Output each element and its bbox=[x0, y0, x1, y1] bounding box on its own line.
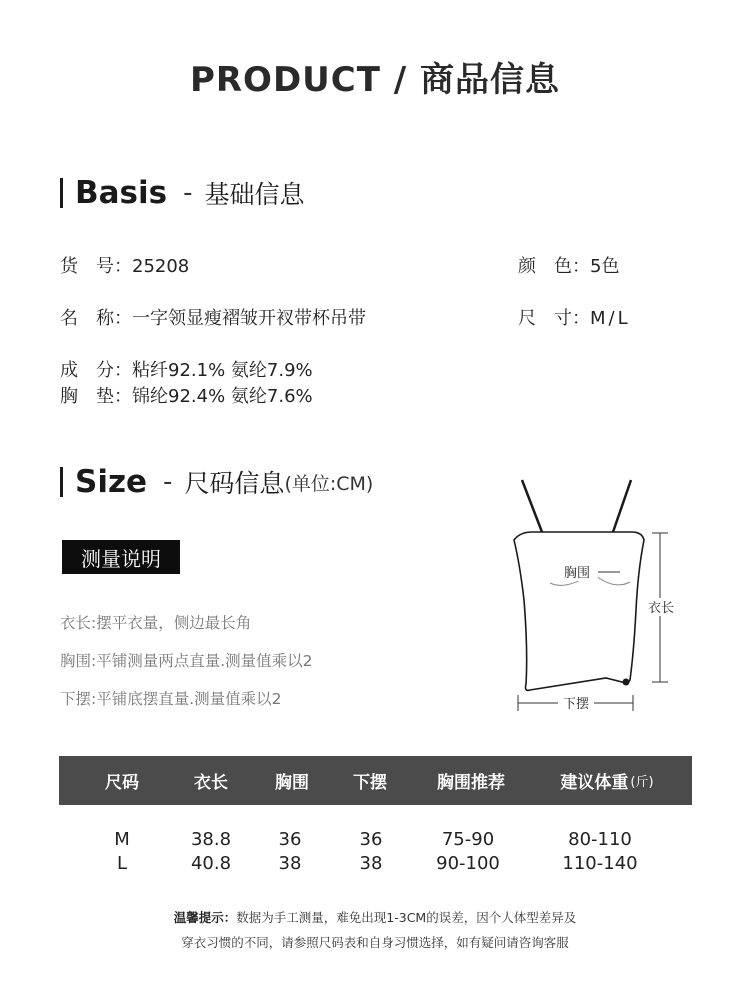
tip-line-1 bbox=[0, 908, 750, 926]
length-label: 衣长 bbox=[647, 601, 675, 616]
header-length: 衣长 bbox=[194, 773, 228, 793]
cell-length: 38.8 bbox=[190, 829, 232, 850]
pad-label: 胸 垫： bbox=[60, 386, 132, 407]
cell-weight: 80-110 bbox=[568, 829, 632, 850]
header-weight bbox=[560, 756, 653, 805]
note-length: 衣长:摆平衣量，侧边最长角 bbox=[60, 614, 252, 632]
size-table-header bbox=[59, 756, 692, 805]
camisole-outline-icon bbox=[514, 480, 644, 690]
color-label: 颜 色： bbox=[518, 256, 590, 277]
tip-line-2: 穿衣习惯的不同，请参照尺码表和自身习惯选择，如有疑问请咨询客服 bbox=[181, 935, 569, 950]
header-size: 尺码 bbox=[105, 773, 139, 793]
heading-bar bbox=[60, 467, 63, 497]
item-number-label: 货 号： bbox=[60, 256, 132, 277]
color-value: 5色 bbox=[590, 256, 620, 277]
hem-label: 下摆 bbox=[562, 697, 590, 712]
cell-weight: 110-140 bbox=[562, 853, 638, 874]
product-name bbox=[60, 304, 366, 330]
header-chest: 胸围 bbox=[275, 773, 309, 793]
item-number bbox=[60, 252, 189, 278]
size-options bbox=[518, 304, 631, 330]
heading-bar bbox=[60, 178, 63, 208]
size-value: M/L bbox=[590, 308, 631, 329]
basis-heading-en: Basis bbox=[75, 175, 168, 211]
garment-diagram bbox=[500, 470, 690, 720]
cell-chest-recommend: 90-100 bbox=[436, 853, 500, 874]
name-value: 一字领显瘦褶皱开衩带杯吊带 bbox=[132, 308, 366, 329]
chest-label: 胸围 bbox=[563, 566, 591, 581]
color-count bbox=[518, 252, 619, 278]
header-hem: 下摆 bbox=[353, 773, 387, 793]
basis-heading-dash: - bbox=[183, 178, 193, 208]
cell-hem: 36 bbox=[359, 829, 383, 850]
header-chest-recommend: 胸围推荐 bbox=[437, 773, 505, 793]
cell-chest: 38 bbox=[278, 853, 302, 874]
cell-hem: 38 bbox=[359, 853, 383, 874]
composition bbox=[60, 356, 313, 382]
size-heading-unit: (单位:CM) bbox=[284, 472, 374, 495]
size-heading bbox=[60, 464, 373, 500]
composition-label: 成 分： bbox=[60, 360, 132, 381]
tip-label: 温馨提示： bbox=[173, 910, 237, 925]
cell-chest-recommend: 75-90 bbox=[441, 829, 495, 850]
size-heading-en: Size bbox=[75, 464, 148, 500]
measurement-tag: 测量说明 bbox=[62, 540, 180, 574]
tip-text-1: 数据为手工测量，难免出现1-3CM的误差，因个人体型差异及 bbox=[236, 910, 577, 925]
item-number-value: 25208 bbox=[132, 256, 190, 277]
cell-size: M bbox=[114, 829, 130, 850]
size-heading-zh: 尺码信息 bbox=[184, 469, 285, 498]
size-label: 尺 寸： bbox=[518, 308, 590, 329]
header-weight-label: 建议体重 bbox=[560, 773, 629, 793]
size-heading-dash: - bbox=[163, 467, 173, 497]
page-title: PRODUCT / 商品信息 bbox=[189, 60, 561, 100]
note-chest: 胸围:平铺测量两点直量.测量值乘以2 bbox=[60, 652, 313, 670]
cell-length: 40.8 bbox=[190, 853, 232, 874]
pad-value: 锦纶92.4% 氨纶7.6% bbox=[132, 386, 313, 407]
note-hem: 下摆:平铺底摆直量.测量值乘以2 bbox=[60, 690, 282, 708]
basis-heading-zh: 基础信息 bbox=[204, 180, 305, 209]
chest-pad bbox=[60, 382, 313, 408]
cell-chest: 36 bbox=[278, 829, 302, 850]
header-weight-unit: (斤) bbox=[630, 775, 654, 790]
composition-value: 粘纤92.1% 氨纶7.9% bbox=[132, 360, 313, 381]
cell-size: L bbox=[116, 853, 128, 874]
basis-heading bbox=[60, 175, 304, 211]
name-label: 名 称： bbox=[60, 308, 132, 329]
